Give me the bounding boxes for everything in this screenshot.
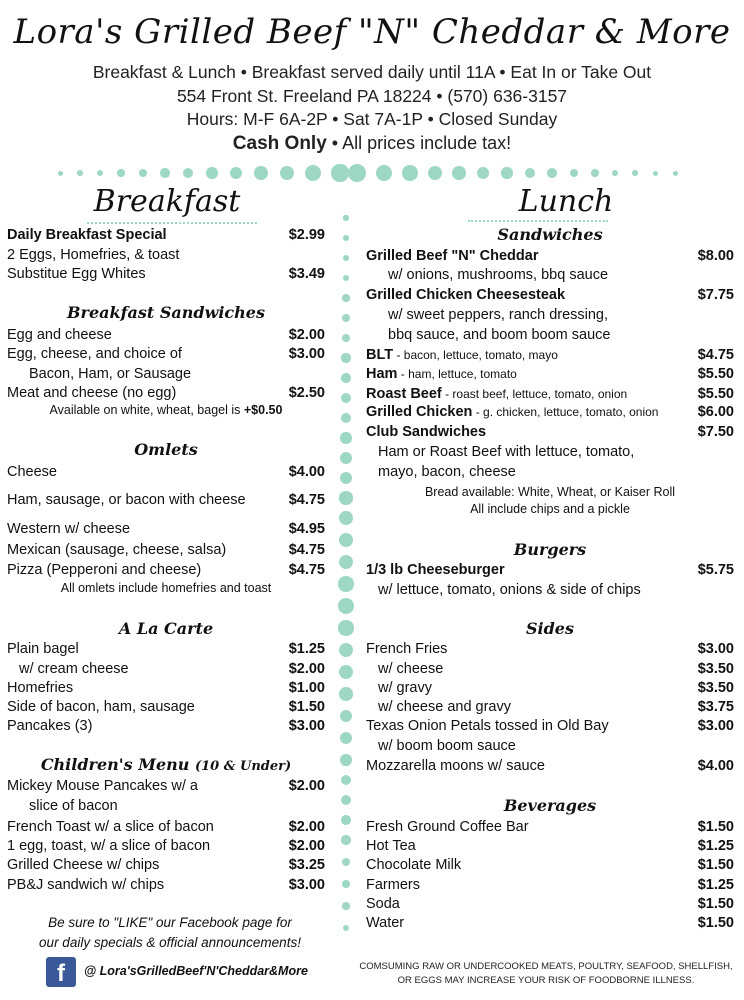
decorative-dot bbox=[342, 858, 351, 867]
menu-item bbox=[366, 915, 734, 931]
alacarte-heading: A La Carte bbox=[118, 619, 214, 638]
facebook-like-line1: Be sure to "LIKE" our Facebook page for bbox=[48, 915, 292, 930]
decorative-dot bbox=[341, 815, 351, 825]
food-warning-line1: COMSUMING RAW OR UNDERCOOKED MEATS, POULTRY, SEAFOOD, SHELLFISH, bbox=[359, 961, 733, 972]
decorative-dot bbox=[343, 925, 350, 932]
menu-item bbox=[366, 347, 734, 363]
menu-item bbox=[7, 266, 325, 282]
menu-item-price: $3.50 bbox=[697, 680, 734, 696]
breakfast-heading: Breakfast bbox=[93, 184, 241, 219]
menu-item bbox=[7, 492, 325, 508]
menu-item bbox=[7, 542, 325, 558]
menu-item-name: 1 egg, toast, w/ a slice of bacon bbox=[7, 838, 211, 854]
menu-item bbox=[7, 661, 325, 677]
menu-item-name: Plain bagel bbox=[7, 641, 79, 657]
menu-item-description: - bacon, lettuce, tomato, mayo bbox=[393, 348, 558, 362]
menu-item bbox=[366, 582, 734, 598]
menu-item bbox=[366, 267, 734, 283]
menu-item-price: $4.75 bbox=[288, 562, 325, 578]
menu-item-name: mayo, bacon, cheese bbox=[378, 464, 516, 480]
menu-item-name: Pancakes (3) bbox=[7, 718, 93, 734]
menu-item bbox=[366, 366, 734, 382]
menu-item-name: Grilled Chicken bbox=[366, 404, 473, 420]
menu-item bbox=[7, 464, 325, 480]
decorative-dot bbox=[342, 294, 349, 301]
bagel-note-text: Available on white, wheat, bagel is bbox=[49, 403, 241, 417]
service-info: Breakfast & Lunch • Breakfast served daily until 11A • Eat In or Take Out bbox=[92, 62, 652, 82]
menu-item bbox=[7, 641, 325, 657]
menu-item-price: $5.50 bbox=[697, 366, 734, 382]
menu-item-price: $4.75 bbox=[288, 542, 325, 558]
menu-item-name: Fresh Ground Coffee Bar bbox=[366, 819, 529, 835]
menu-item-price: $2.50 bbox=[288, 385, 325, 401]
menu-item bbox=[7, 247, 325, 263]
menu-item-name: bbq sauce, and boom boom sauce bbox=[388, 327, 611, 343]
menu-item-price: $3.49 bbox=[288, 266, 325, 282]
menu-item-description: - roast beef, lettuce, tomato, onion bbox=[441, 387, 628, 401]
menu-item-name: Homefries bbox=[7, 680, 74, 696]
menu-item bbox=[366, 661, 734, 677]
menu-item-name: 2 Eggs, Homefries, & toast bbox=[7, 247, 180, 263]
menu-item-name: Grilled Beef "N" Cheddar bbox=[366, 248, 539, 264]
lunch-heading: Lunch bbox=[518, 184, 614, 219]
menu-item-name: Cheese bbox=[7, 464, 57, 480]
menu-item bbox=[366, 896, 734, 912]
menu-item-name: w/ gravy bbox=[378, 680, 432, 696]
menu-item-name: Western w/ cheese bbox=[7, 521, 131, 537]
menu-item-name: 1/3 lb Cheeseburger bbox=[366, 562, 505, 578]
menu-item bbox=[366, 248, 734, 264]
menu-item-price: $2.00 bbox=[288, 661, 325, 677]
menu-item bbox=[7, 346, 325, 362]
decorative-dot bbox=[343, 275, 350, 282]
menu-item-price: $7.50 bbox=[697, 424, 734, 440]
menu-item bbox=[366, 307, 734, 323]
menu-item-price: $1.50 bbox=[697, 819, 734, 835]
menu-item bbox=[366, 838, 734, 854]
menu-item-name: Grilled Cheese w/ chips bbox=[7, 857, 160, 873]
menu-item-name: Soda bbox=[366, 896, 400, 912]
menu-item-price: $5.50 bbox=[697, 386, 734, 402]
menu-item-price: $8.00 bbox=[697, 248, 734, 264]
decorative-dot bbox=[342, 902, 349, 909]
menu-item-name: Roast Beef bbox=[366, 386, 442, 402]
menu-item bbox=[366, 758, 734, 774]
menu-item-price: $7.75 bbox=[697, 287, 734, 303]
menu-item-name: Hot Tea bbox=[366, 838, 416, 854]
menu-item bbox=[7, 327, 325, 343]
menu-item-price: $4.00 bbox=[288, 464, 325, 480]
menu-item-name: Ham or Roast Beef with lettuce, tomato, bbox=[378, 444, 635, 460]
menu-item-price: $3.00 bbox=[288, 718, 325, 734]
menu-item-name: Pizza (Pepperoni and cheese) bbox=[7, 562, 202, 578]
lunch-underline bbox=[468, 220, 608, 222]
menu-item-price: $2.00 bbox=[288, 327, 325, 343]
menu-item-name: Daily Breakfast Special bbox=[7, 227, 167, 243]
decorative-dot bbox=[342, 314, 350, 322]
decorative-dot bbox=[342, 880, 350, 888]
menu-item-name: Ham, sausage, or bacon with cheese bbox=[7, 492, 246, 508]
omlets-note: All omlets include homefries and toast bbox=[60, 581, 272, 595]
menu-item-price: $1.50 bbox=[697, 857, 734, 873]
decorative-dot bbox=[341, 373, 351, 383]
menu-item-name: Texas Onion Petals tossed in Old Bay bbox=[366, 718, 609, 734]
omlets-heading: Omlets bbox=[134, 440, 198, 459]
decorative-dot bbox=[339, 555, 354, 570]
menu-item-name: Grilled Chicken Cheesesteak bbox=[366, 287, 566, 303]
food-warning-line2: OR EGGS MAY INCREASE YOUR RISK OF FOODBORNE ILLNESS. bbox=[397, 975, 695, 986]
menu-item-price: $3.00 bbox=[288, 346, 325, 362]
decorative-dot bbox=[331, 164, 348, 181]
menu-item bbox=[7, 385, 325, 401]
decorative-dot bbox=[341, 835, 350, 844]
menu-item-name: Egg, cheese, and choice of bbox=[7, 346, 182, 362]
menu-item-name: PB&J sandwich w/ chips bbox=[7, 877, 165, 893]
lunch-sandwiches-heading: Sandwiches bbox=[497, 225, 603, 244]
decorative-dot bbox=[340, 710, 353, 723]
menu-item-price: $4.00 bbox=[697, 758, 734, 774]
decorative-dot bbox=[338, 598, 354, 614]
menu-item-price: $2.99 bbox=[288, 227, 325, 243]
decorative-dot bbox=[339, 665, 353, 679]
menu-item-name: Ham bbox=[366, 366, 398, 382]
menu-item bbox=[7, 680, 325, 696]
lunch-column bbox=[366, 0, 734, 1000]
facebook-like-line2: our daily specials & official announcements! bbox=[39, 935, 301, 950]
menu-item bbox=[366, 386, 734, 402]
menu-item-name: French Fries bbox=[366, 641, 448, 657]
menu-item-price: $3.50 bbox=[697, 661, 734, 677]
breakfast-underline bbox=[87, 222, 257, 224]
menu-item-price: $2.00 bbox=[288, 838, 325, 854]
menu-item bbox=[366, 562, 734, 578]
menu-item-price: $4.75 bbox=[697, 347, 734, 363]
menu-item-name: Water bbox=[366, 915, 405, 931]
menu-item bbox=[366, 877, 734, 893]
decorative-dot bbox=[341, 795, 351, 805]
facebook-icon[interactable]: f bbox=[46, 957, 76, 987]
decorative-dot bbox=[340, 452, 352, 464]
menu-item-name: Side of bacon, ham, sausage bbox=[7, 699, 195, 715]
menu-item-price: $2.00 bbox=[288, 819, 325, 835]
menu-item-name: w/ cream cheese bbox=[19, 661, 129, 677]
menu-item-price: $1.25 bbox=[697, 877, 734, 893]
decorative-dot bbox=[339, 533, 353, 547]
menu-item-price: $5.75 bbox=[697, 562, 734, 578]
menu-item bbox=[366, 404, 734, 420]
decorative-dot bbox=[340, 732, 352, 744]
menu-item-name: Mickey Mouse Pancakes w/ a bbox=[7, 778, 198, 794]
menu-item bbox=[7, 699, 325, 715]
menu-item bbox=[366, 680, 734, 696]
menu-item-price: $1.50 bbox=[697, 896, 734, 912]
decorative-dot bbox=[341, 393, 351, 403]
menu-item-name: Farmers bbox=[366, 877, 420, 893]
childrens-menu-title: Children's Menu bbox=[40, 755, 190, 774]
menu-item bbox=[366, 699, 734, 715]
menu-item bbox=[366, 857, 734, 873]
menu-item-name: Chocolate Milk bbox=[366, 857, 462, 873]
decorative-dot bbox=[343, 255, 349, 261]
facebook-handle[interactable]: @ Lora'sGrilledBeef'N'Cheddar&More bbox=[84, 964, 308, 978]
menu-item bbox=[7, 857, 325, 873]
decorative-dot bbox=[338, 620, 353, 635]
decorative-dot bbox=[343, 235, 349, 241]
menu-item bbox=[366, 444, 734, 460]
menu-item bbox=[7, 562, 325, 578]
menu-item-name: w/ sweet peppers, ranch dressing, bbox=[388, 307, 609, 323]
menu-item-name: French Toast w/ a slice of bacon bbox=[7, 819, 214, 835]
menu-item-name: slice of bacon bbox=[29, 798, 118, 814]
menu-item bbox=[366, 424, 734, 440]
menu-item-price: $3.00 bbox=[697, 641, 734, 657]
sides-heading: Sides bbox=[525, 619, 574, 638]
decorative-dot bbox=[339, 511, 353, 525]
menu-item-name: Egg and cheese bbox=[7, 327, 112, 343]
menu-item-price: $4.75 bbox=[288, 492, 325, 508]
menu-item bbox=[7, 227, 325, 243]
decorative-dot bbox=[338, 576, 354, 592]
menu-item-name: w/ cheese and gravy bbox=[378, 699, 511, 715]
menu-item bbox=[366, 327, 734, 343]
menu-item bbox=[366, 464, 734, 480]
menu-item-name: w/ onions, mushrooms, bbq sauce bbox=[388, 267, 609, 283]
menu-item-name: Mozzarella moons w/ sauce bbox=[366, 758, 545, 774]
menu-item bbox=[7, 718, 325, 734]
menu-item-price: $3.25 bbox=[288, 857, 325, 873]
address-phone: 554 Front St. Freeland PA 18224 • (570) 636-3157 bbox=[176, 86, 568, 106]
menu-item-description: - g. chicken, lettuce, tomato, onion bbox=[472, 405, 659, 419]
menu-item-price: $1.50 bbox=[697, 915, 734, 931]
decorative-dot bbox=[340, 472, 353, 485]
menu-item-price: $6.00 bbox=[697, 404, 734, 420]
bagel-note bbox=[7, 403, 325, 417]
menu-item bbox=[366, 718, 734, 734]
menu-item-price: $3.00 bbox=[697, 718, 734, 734]
menu-item bbox=[366, 641, 734, 657]
menu-item-name: Meat and cheese (no egg) bbox=[7, 385, 177, 401]
menu-item bbox=[366, 738, 734, 754]
menu-item-price: $1.50 bbox=[288, 699, 325, 715]
hours: Hours: M-F 6A-2P • Sat 7A-1P • Closed Sunday bbox=[186, 109, 558, 129]
menu-item-price: $2.00 bbox=[288, 778, 325, 794]
menu-item-price: $3.00 bbox=[288, 877, 325, 893]
bagel-note-price: +$0.50 bbox=[243, 403, 283, 417]
decorative-dot bbox=[339, 643, 354, 658]
menu-item-price: $1.25 bbox=[288, 641, 325, 657]
menu-item-name: Substitue Egg Whites bbox=[7, 266, 146, 282]
decorative-dot bbox=[340, 432, 351, 443]
menu-item bbox=[7, 778, 325, 794]
childrens-menu-age: (10 & Under) bbox=[194, 759, 292, 774]
menu-item bbox=[7, 798, 325, 814]
decorative-dot bbox=[341, 353, 350, 362]
burgers-heading: Burgers bbox=[513, 540, 587, 559]
decorative-dot bbox=[348, 164, 366, 182]
breakfast-sandwiches-heading: Breakfast Sandwiches bbox=[67, 303, 265, 322]
decorative-dot bbox=[343, 215, 348, 220]
decorative-dot bbox=[341, 413, 352, 424]
childrens-menu-heading bbox=[7, 755, 325, 774]
menu-item bbox=[7, 521, 325, 537]
beverages-heading: Beverages bbox=[503, 796, 597, 815]
menu-item-name: Bacon, Ham, or Sausage bbox=[29, 366, 192, 382]
breakfast-column bbox=[7, 0, 325, 1000]
menu-item-description: - ham, lettuce, tomato bbox=[397, 367, 517, 381]
restaurant-title: Lora's Grilled Beef "N" Cheddar & More bbox=[13, 12, 731, 52]
menu-item bbox=[366, 287, 734, 303]
menu-item-name: w/ cheese bbox=[378, 661, 444, 677]
menu-item-price: $1.00 bbox=[288, 680, 325, 696]
menu-item-name: w/ boom boom sauce bbox=[378, 738, 516, 754]
chips-note: All include chips and a pickle bbox=[470, 502, 630, 516]
menu-item-name: w/ lettuce, tomato, onions & side of chips bbox=[378, 582, 641, 598]
menu-item bbox=[7, 838, 325, 854]
menu-item bbox=[7, 366, 325, 382]
menu-item bbox=[366, 819, 734, 835]
menu-item bbox=[7, 877, 325, 893]
menu-item-price: $4.95 bbox=[288, 521, 325, 537]
bread-note: Bread available: White, Wheat, or Kaiser Roll bbox=[424, 485, 676, 499]
decorative-dot bbox=[342, 334, 351, 343]
menu-item-price: $3.75 bbox=[697, 699, 734, 715]
decorative-dot bbox=[340, 754, 351, 765]
menu-item-name: Mexican (sausage, cheese, salsa) bbox=[7, 542, 227, 558]
cash-only: Cash Only bbox=[232, 133, 327, 154]
tax-note: • All prices include tax! bbox=[331, 133, 512, 153]
menu-item-name: Club Sandwiches bbox=[366, 424, 487, 440]
decorative-dot bbox=[341, 775, 352, 786]
menu-item-price: $1.25 bbox=[697, 838, 734, 854]
menu-item bbox=[7, 819, 325, 835]
menu-item-name: BLT bbox=[366, 347, 394, 363]
decorative-dot bbox=[339, 491, 352, 504]
decorative-dot bbox=[339, 687, 352, 700]
